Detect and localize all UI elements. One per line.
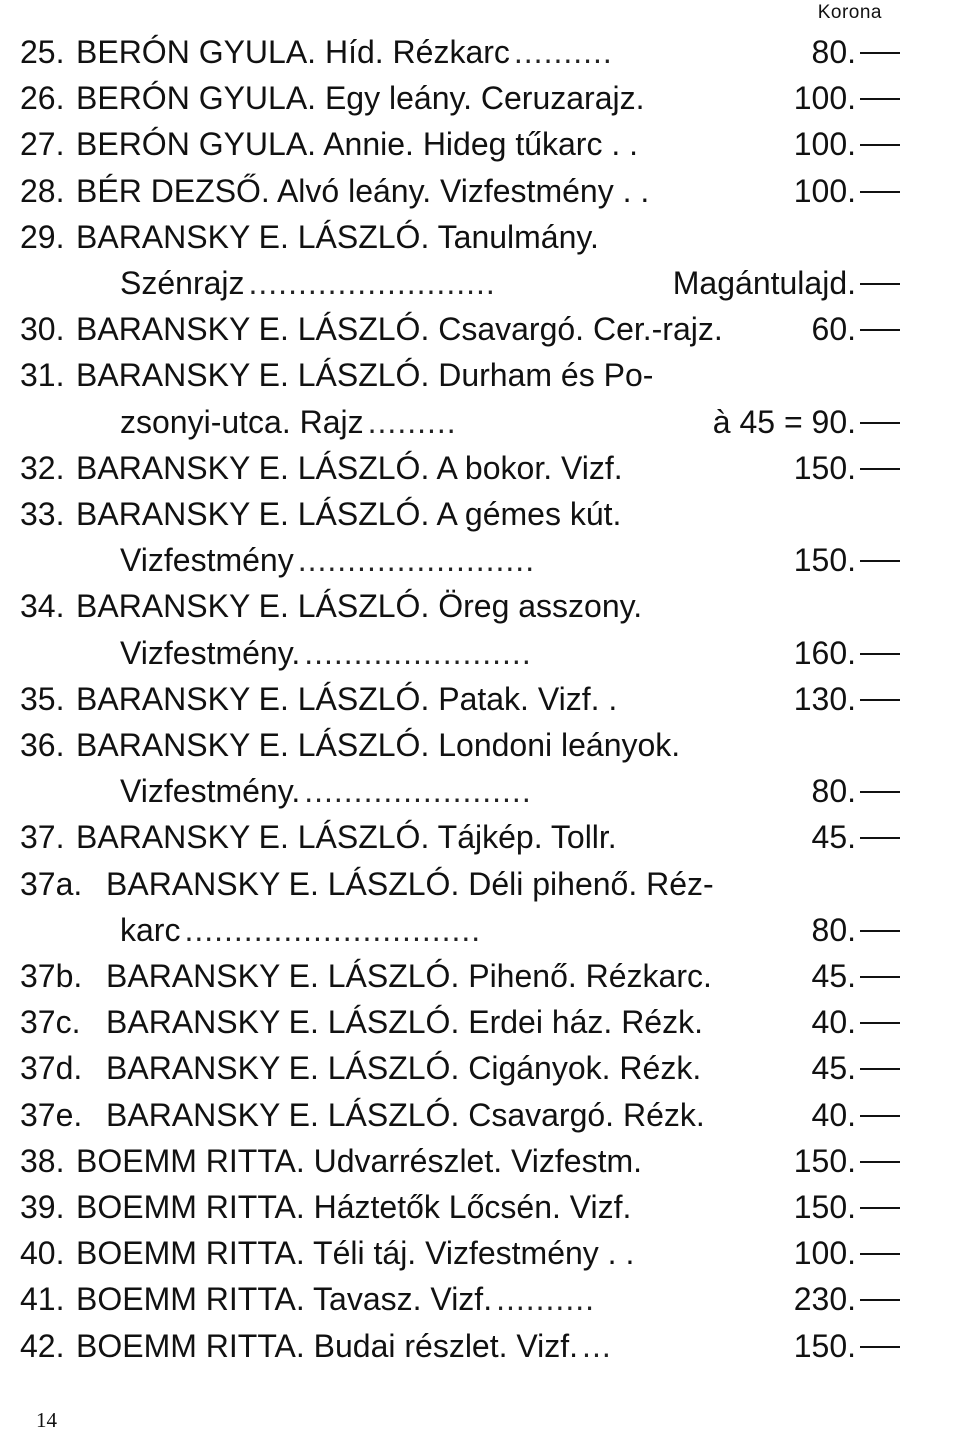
entry-title: BARANSKY E. LÁSZLÓ. Csavargó. Cer.-rajz.: [76, 311, 723, 348]
price-dash: [860, 653, 900, 655]
leader-dots: .........................: [248, 265, 496, 301]
entry-price: 150.: [793, 449, 856, 486]
catalog-entry: [20, 1000, 926, 1044]
entry-price: 45.: [811, 958, 856, 994]
entry-number: 37e.: [20, 1096, 83, 1133]
entry-title: BARANSKY E. LÁSZLÓ. Öreg asszony.: [76, 588, 643, 625]
entry-price: 40.: [811, 1004, 856, 1041]
catalog-entry: [20, 862, 926, 906]
entry-number: 37a.: [20, 865, 83, 902]
entry-number: 33.: [20, 496, 65, 532]
catalog-entry: [20, 1046, 926, 1090]
entry-number: 36.: [20, 727, 65, 763]
price-dash: [860, 1022, 900, 1024]
entry-title: karc: [120, 911, 181, 948]
entry-number: 25.: [20, 34, 65, 70]
page-number: 14: [36, 1408, 57, 1432]
entry-title: BARANSKY E. LÁSZLÓ. Patak. Vizf. .: [76, 680, 618, 717]
entry-number: 37b.: [20, 958, 83, 994]
entry-price: 150.: [793, 1189, 856, 1225]
catalog-entry: [20, 492, 926, 536]
entry-price: 150.: [793, 1142, 856, 1179]
entry-title: BÉR DEZSŐ. Alvó leány. Vizfestmény . .: [76, 172, 650, 209]
entry-price: 230.: [793, 1281, 856, 1318]
entry-title: zsonyi-utca. Rajz: [120, 403, 364, 440]
catalog-entry: [20, 122, 926, 166]
catalog-entry: [20, 1324, 926, 1368]
entry-title: BARANSKY E. LÁSZLÓ. A bokor. Vizf.: [76, 449, 623, 486]
entry-number: 26.: [20, 80, 65, 117]
entry-price: 150.: [793, 1327, 856, 1364]
price-dash: [860, 98, 900, 100]
entry-title: Vizfestmény.: [120, 634, 301, 671]
entry-number: 37d.: [20, 1050, 83, 1087]
catalog-entry: [20, 538, 926, 582]
catalog-entry: [20, 446, 926, 490]
entry-title: BARANSKY E. LÁSZLÓ. Tájkép. Tollr.: [76, 819, 617, 856]
entry-number: 32.: [20, 449, 65, 486]
entry-number: 42.: [20, 1327, 65, 1364]
price-dash: [860, 1346, 900, 1348]
entry-title: BOEMM RITTA. Udvarrészlet. Vizfestm.: [76, 1142, 643, 1179]
leader-dots: .......................: [304, 773, 532, 810]
entry-title: Szénrajz: [120, 265, 245, 301]
catalog-entry: [20, 908, 926, 952]
entry-price: Magántulajd.: [672, 265, 856, 301]
catalog-entry: [20, 1231, 926, 1275]
entry-title: Vizfestmény.: [120, 773, 301, 810]
leader-dots: .......................: [304, 634, 532, 671]
catalog-entry: [20, 815, 926, 859]
price-dash: [860, 329, 900, 331]
entry-price: 45.: [811, 819, 856, 856]
price-dash: [860, 283, 900, 285]
currency-header: Korona: [817, 2, 882, 23]
entry-title: BARANSKY E. LÁSZLÓ. Déli pihenő. Réz-: [106, 865, 714, 902]
entry-price: 150.: [793, 542, 856, 579]
entry-number: 30.: [20, 311, 65, 348]
entry-title: BERÓN GYULA. Egy leány. Ceruzarajz.: [76, 80, 645, 117]
price-dash: [860, 1299, 900, 1301]
entry-price: 130.: [793, 680, 856, 717]
entry-price: 100.: [793, 80, 856, 117]
entry-number: 35.: [20, 680, 65, 717]
price-dash: [860, 1207, 900, 1209]
catalog-entry: [20, 1093, 926, 1137]
price-dash: [860, 837, 900, 839]
entry-number: 31.: [20, 357, 65, 394]
entry-price: 80.: [811, 34, 856, 70]
leader-dots: ..........: [513, 34, 613, 70]
entry-title: BARANSKY E. LÁSZLÓ. A gémes kút.: [76, 496, 622, 532]
price-dash: [860, 468, 900, 470]
leader-dots: ..........: [496, 1281, 595, 1318]
entry-number: 39.: [20, 1189, 65, 1225]
entry-title: BARANSKY E. LÁSZLÓ. Durham és Po-: [76, 357, 654, 394]
price-dash: [860, 791, 900, 793]
entry-title: BOEMM RITTA. Háztetők Lőcsén. Vizf.: [76, 1189, 632, 1225]
catalog-entry: [20, 1277, 926, 1321]
catalog-entry: [20, 261, 926, 305]
entry-title: BARANSKY E. LÁSZLÓ. Erdei ház. Rézk.: [106, 1004, 703, 1041]
entry-title: BERÓN GYULA. Híd. Rézkarc: [76, 34, 510, 70]
catalog-entry: [20, 584, 926, 628]
price-dash: [860, 191, 900, 193]
entry-number: 29.: [20, 218, 65, 255]
catalog-entry: [20, 76, 926, 120]
entry-number: 38.: [20, 1142, 65, 1179]
entry-number: 37.: [20, 819, 65, 856]
leader-dots: ........................: [297, 542, 536, 579]
entry-title: BARANSKY E. LÁSZLÓ. Cigányok. Rézk.: [106, 1050, 702, 1087]
entry-number: 27.: [20, 126, 65, 163]
entry-title: BOEMM RITTA. Budai részlet. Vizf.: [76, 1327, 579, 1364]
leader-dots: .........: [367, 403, 457, 440]
catalog-entry: [20, 30, 926, 74]
catalog-entry: [20, 353, 926, 397]
catalog-entry: [20, 1139, 926, 1183]
price-dash: [860, 422, 900, 424]
entry-price: 60.: [811, 311, 856, 348]
price-dash: [860, 699, 900, 701]
entry-price: 45.: [811, 1050, 856, 1087]
price-dash: [860, 930, 900, 932]
entry-number: 37c.: [20, 1004, 81, 1041]
price-dash: [860, 144, 900, 146]
entry-price: 100.: [793, 126, 856, 163]
catalog-entry: [20, 1185, 926, 1229]
entry-price: 80.: [811, 773, 856, 810]
entry-title: BARANSKY E. LÁSZLÓ. Pihenő. Rézkarc.: [106, 958, 712, 994]
entry-title: BOEMM RITTA. Téli táj. Vizfestmény . .: [76, 1235, 635, 1272]
entry-price: 160.: [793, 634, 856, 671]
price-dash: [860, 976, 900, 978]
entry-number: 28.: [20, 172, 65, 209]
entry-price: 100.: [793, 172, 856, 209]
catalog-entry: [20, 631, 926, 675]
catalog-entry: [20, 307, 926, 351]
entry-number: 41.: [20, 1281, 65, 1318]
entry-price: à 45 = 90.: [712, 403, 856, 440]
catalog-entry: [20, 954, 926, 998]
entry-number: 40.: [20, 1235, 65, 1272]
entry-title: BARANSKY E. LÁSZLÓ. Londoni leányok.: [76, 727, 681, 763]
entry-title: Vizfestmény: [120, 542, 294, 579]
entry-price: 80.: [811, 911, 856, 948]
price-dash: [860, 1161, 900, 1163]
entry-price: 100.: [793, 1235, 856, 1272]
entry-price: 40.: [811, 1096, 856, 1133]
catalog-entry: [20, 169, 926, 213]
entry-number: 34.: [20, 588, 65, 625]
entry-title: BARANSKY E. LÁSZLÓ. Csavargó. Rézk.: [106, 1096, 705, 1133]
leader-dots: ...: [582, 1327, 612, 1364]
price-dash: [860, 1115, 900, 1117]
entry-title: BOEMM RITTA. Tavasz. Vizf.: [76, 1281, 493, 1318]
price-dash: [860, 560, 900, 562]
price-dash: [860, 1253, 900, 1255]
price-dash: [860, 1068, 900, 1070]
price-dash: [860, 52, 900, 54]
catalog-entry: [20, 677, 926, 721]
catalog-entry: [20, 769, 926, 813]
leader-dots: ..............................: [184, 911, 482, 948]
catalog-entry: [20, 400, 926, 444]
catalog-entry: [20, 723, 926, 767]
catalog-entry: [20, 215, 926, 259]
entry-title: BERÓN GYULA. Annie. Hideg tűkarc . .: [76, 126, 639, 163]
entry-title: BARANSKY E. LÁSZLÓ. Tanulmány.: [76, 218, 599, 255]
